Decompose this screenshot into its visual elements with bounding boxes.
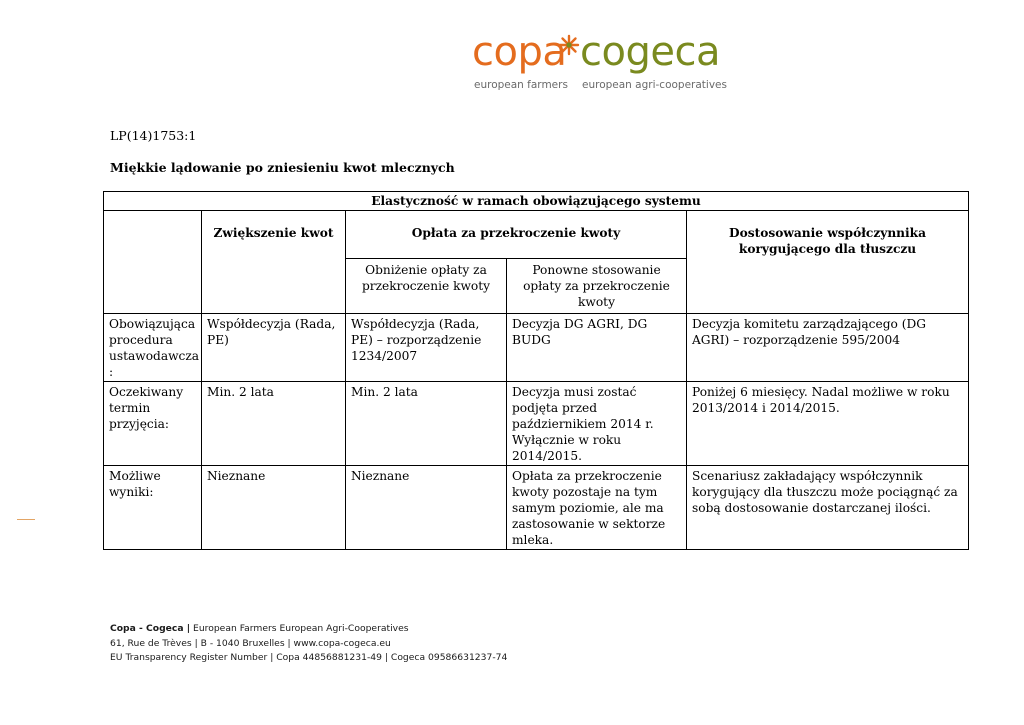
table-header-empty [104,211,202,314]
logo-tagline-farmers: european farmers [474,79,568,91]
table-header-main: Elastyczność w ramach obowiązującego systemu [104,192,969,211]
table-row [104,314,969,382]
row-label: Możliwe wyniki: [104,466,202,550]
document-title: Miękkie lądowanie po zniesieniu kwot mlecznych [110,160,455,175]
header-quota-increase: Zwiększenie kwot [202,211,346,314]
row-label: Obowiązująca procedura ustawodawcza : [104,314,202,382]
copa-cogeca-logo [472,28,727,98]
row-label: Oczekiwany termin przyjęcia: [104,382,202,466]
flexibility-table [103,191,969,550]
table-row [104,382,969,466]
cell-reapply: Opłata za przekroczenie kwoty pozostaje na tym samym poziomie, ale ma zastosowanie w sektorze mleka. [507,466,687,550]
cell-increase: Współdecyzja (Rada, PE) [202,314,346,382]
cell-reduce: Min. 2 lata [346,382,507,466]
cell-increase: Min. 2 lata [202,382,346,466]
table-header-row [104,211,969,259]
cell-fat: Poniżej 6 miesięcy. Nadal możliwe w roku 2013/2014 i 2014/2015. [687,382,969,466]
footer-org-line [110,622,507,637]
cell-fat: Decyzja komitetu zarządzającego (DG AGRI) – rozporządzenie 595/2004 [687,314,969,382]
margin-marker [17,519,35,520]
footer-org: Copa - Cogeca | [110,623,191,634]
footer-register: EU Transparency Register Number | Copa 44856881231-49 | Cogeca 09586631237-74 [110,652,508,663]
table-row [104,466,969,550]
table-header-main-row [104,192,969,211]
logo-word-copa: copa [472,29,567,75]
header-levy: Opłata za przekroczenie kwoty [346,211,687,259]
footer-address: 61, Rue de Trèves | B - 1040 Bruxelles | www.copa-cogeca.eu [110,637,391,649]
cell-increase: Nieznane [202,466,346,550]
header-fat-coefficient: Dostosowanie współczynnika korygującego dla tłuszczu [687,211,969,314]
logo-tagline-cooperatives: european agri-cooperatives [582,79,727,91]
cell-reapply: Decyzja musi zostać podjęta przed październikiem 2014 r. Wyłącznie w roku 2014/2015. [507,382,687,466]
footer [110,622,507,666]
logo-word-cogeca: cogeca [580,29,720,75]
subheader-levy-reduction: Obniżenie opłaty za przekroczenie kwoty [346,259,507,314]
cell-reduce: Nieznane [346,466,507,550]
cell-fat: Scenariusz zakładający współczynnik korygujący dla tłuszczu może pociągnąć za sobą dostosowanie dostarczanej ilości. [687,466,969,550]
document-reference: LP(14)1753:1 [110,128,197,143]
cell-reapply: Decyzja DG AGRI, DG BUDG [507,314,687,382]
subheader-levy-reapplication: Ponowne stosowanie opłaty za przekroczenie kwoty [507,259,687,314]
star-icon [558,34,580,56]
cell-reduce: Współdecyzja (Rada, PE) – rozporządzenie 1234/2007 [346,314,507,382]
footer-org-desc: European Farmers European Agri-Cooperatives [190,623,409,634]
